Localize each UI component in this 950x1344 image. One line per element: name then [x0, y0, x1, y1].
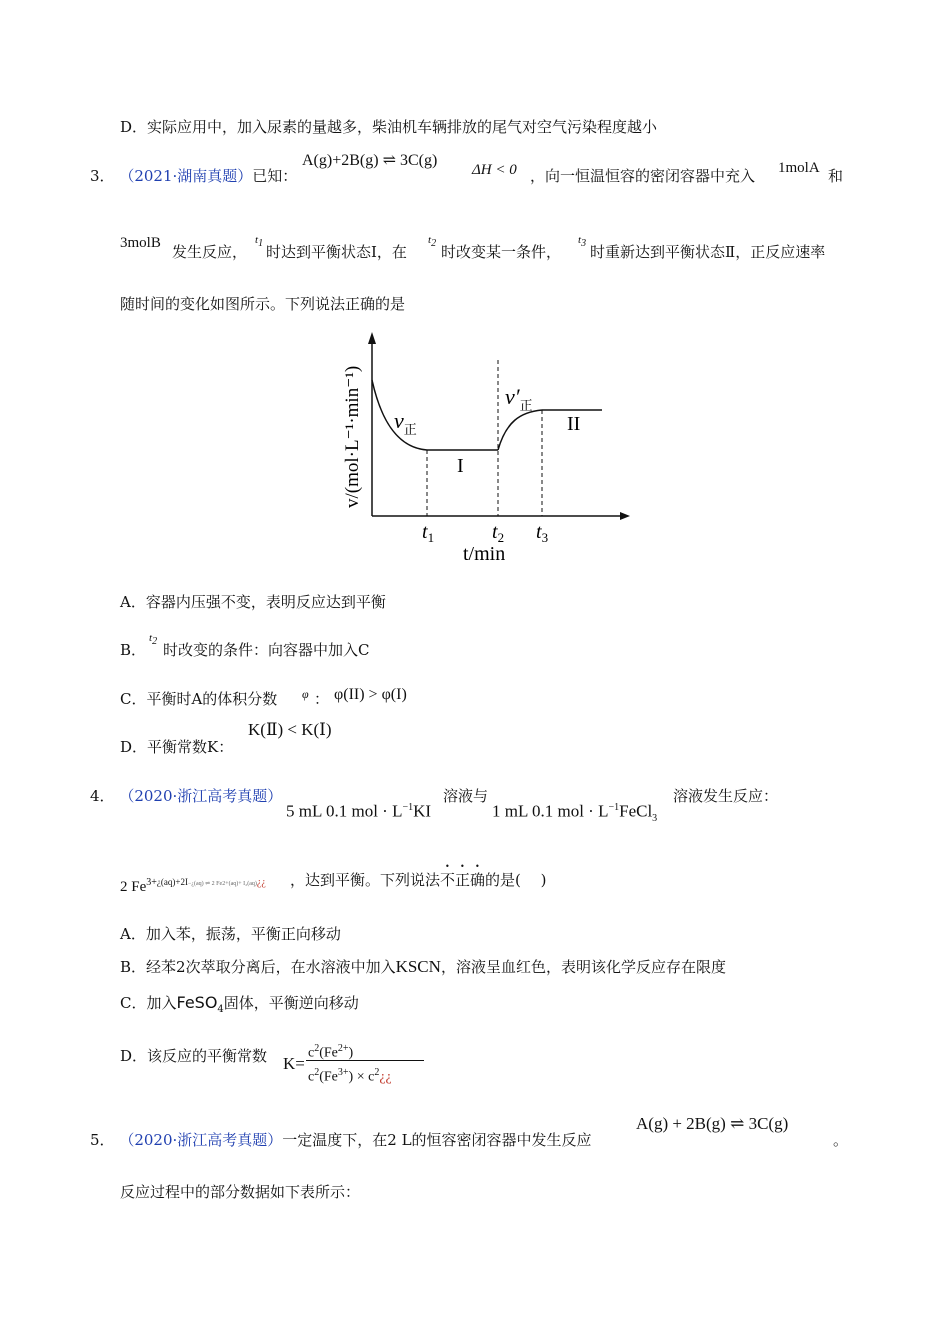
- q3-t1: t1: [255, 234, 264, 250]
- q3-amount-b: 3molB: [120, 235, 161, 251]
- q4-emphasis: 不正确: [440, 871, 486, 889]
- curve-rise: [498, 410, 542, 450]
- q3-option-b-t: t2: [149, 632, 158, 648]
- q3-text2c: 时改变某一条件，: [441, 243, 562, 261]
- q5-source: （2020·浙江高考真题）: [119, 1131, 283, 1149]
- tick-t1: $t_1$: [422, 521, 435, 545]
- q3-option-d-relation: K(Ⅱ) < K(Ⅰ): [248, 720, 332, 739]
- q3-option-c-colon: ：: [314, 690, 330, 708]
- tick-t3: $t_3$: [536, 521, 549, 545]
- series-label-1: $v_正$: [394, 408, 417, 438]
- q3-known: 已知：: [252, 167, 298, 185]
- q3-text2d: 时重新达到平衡状态Ⅱ，正反应速率: [590, 243, 826, 261]
- q4-solution-ki: 5 mL 0.1 mol · $L^{-1}KI$: [286, 801, 432, 821]
- q2-option-d: D．实际应用中，加入尿素的量越多，柴油机车辆排放的尾气对空气污染程度越小: [120, 118, 658, 136]
- q4-equilibrium-constant-fraction: [306, 1038, 424, 1085]
- q3-text1: ，向一恒温恒容的密闭容器中充入: [530, 167, 756, 185]
- q3-option-b: [120, 640, 146, 660]
- region-label-1: I: [457, 455, 464, 477]
- q5-line1: [90, 1130, 592, 1150]
- q4-number: 4．: [90, 787, 115, 805]
- q3-t2: t2: [428, 234, 437, 250]
- q3-source: （2021·湖南真题）: [119, 167, 253, 185]
- q3-number: 3．: [90, 167, 115, 185]
- q3-amount-a: 1molA: [778, 160, 820, 176]
- q4-fraction-numerator: $c^2(Fe^{2+})$: [308, 1043, 354, 1061]
- q4-option-d-k: K=: [283, 1054, 305, 1073]
- x-axis-arrow: [620, 512, 630, 520]
- tick-t2: $t_2$: [492, 521, 505, 545]
- series-label-2: $v'_正$: [505, 384, 533, 414]
- q3-option-d: D．平衡常数K：: [120, 738, 234, 756]
- q5-text1: 一定温度下，在2 L的恒容密闭容器中发生反应: [282, 1131, 592, 1149]
- q3-line1: [90, 166, 297, 186]
- q4-source: （2020·浙江高考真题）: [119, 787, 283, 805]
- q4-option-b: B．经苯2次萃取分离后，在水溶液中加入KSCN，溶液呈血红色，表明该化学反应存在限度: [120, 957, 726, 976]
- q4-text2: 溶液发生反应：: [673, 787, 779, 805]
- q3-option-c: C．平衡时A的体积分数: [120, 690, 278, 708]
- q4-text1: 溶液与: [443, 787, 489, 805]
- q4-line1: [90, 786, 282, 806]
- q4-equation: 2 $Fe^{3+¿(aq)+2I-¿(aq) \rightleftharpoons 2 Fe2+(aq)+ I_2(aq)¿¿}$: [120, 877, 266, 895]
- q5-end: 。: [833, 1131, 849, 1149]
- y-axis-arrow: [368, 332, 376, 344]
- q3-text2b: 时达到平衡状态Ⅰ，在: [266, 243, 407, 261]
- q3-reaction: A(g)+2B(g) ⇌ 3C(g): [302, 152, 438, 169]
- q3-and: 和: [828, 167, 844, 185]
- rate-time-chart: [330, 330, 640, 570]
- q3-option-b-label: B．: [120, 641, 147, 659]
- q4-option-a: A．加入苯，振荡，平衡正向移动: [120, 925, 341, 943]
- q5-text2: 反应过程中的部分数据如下表所示：: [120, 1183, 361, 1201]
- q4-fraction-denominator: $c^2(Fe^{3+})$ × $c^2¿¿$: [308, 1067, 392, 1085]
- q4-solution-fecl3: 1 mL 0.1 mol · $L^{-1}FeCl_3$: [492, 801, 658, 825]
- q3-text3: 随时间的变化如图所示。下列说法正确的是: [120, 295, 406, 313]
- y-axis-label: v/(mol·L⁻¹·min⁻¹): [342, 365, 363, 508]
- q5-number: 5．: [90, 1131, 115, 1149]
- q4-option-c: C．加入FeSO$_4$固体，平衡逆向移动: [120, 993, 359, 1015]
- q3-t3: t3: [578, 234, 587, 250]
- q3-option-c-relation: φ(II) > φ(I): [334, 686, 407, 703]
- q5-reaction: A(g) + 2B(g) ⇌ 3C(g): [636, 1114, 789, 1133]
- q4-option-d: D．该反应的平衡常数: [120, 1047, 268, 1065]
- x-axis-label: t/min: [463, 543, 506, 565]
- q3-option-a: A．容器内压强不变，表明反应达到平衡: [120, 593, 386, 611]
- region-label-2: II: [567, 413, 581, 435]
- q3-option-c-phi: φ: [302, 687, 309, 701]
- q3-text2a: 发生反应，: [172, 243, 248, 261]
- q4-text3: ，达到平衡。下列说法不正确的是( ): [290, 871, 547, 889]
- q3-option-b-text: 时改变的条件：向容器中加入C: [163, 641, 370, 659]
- q3-delta-h: ΔH < 0: [472, 162, 517, 178]
